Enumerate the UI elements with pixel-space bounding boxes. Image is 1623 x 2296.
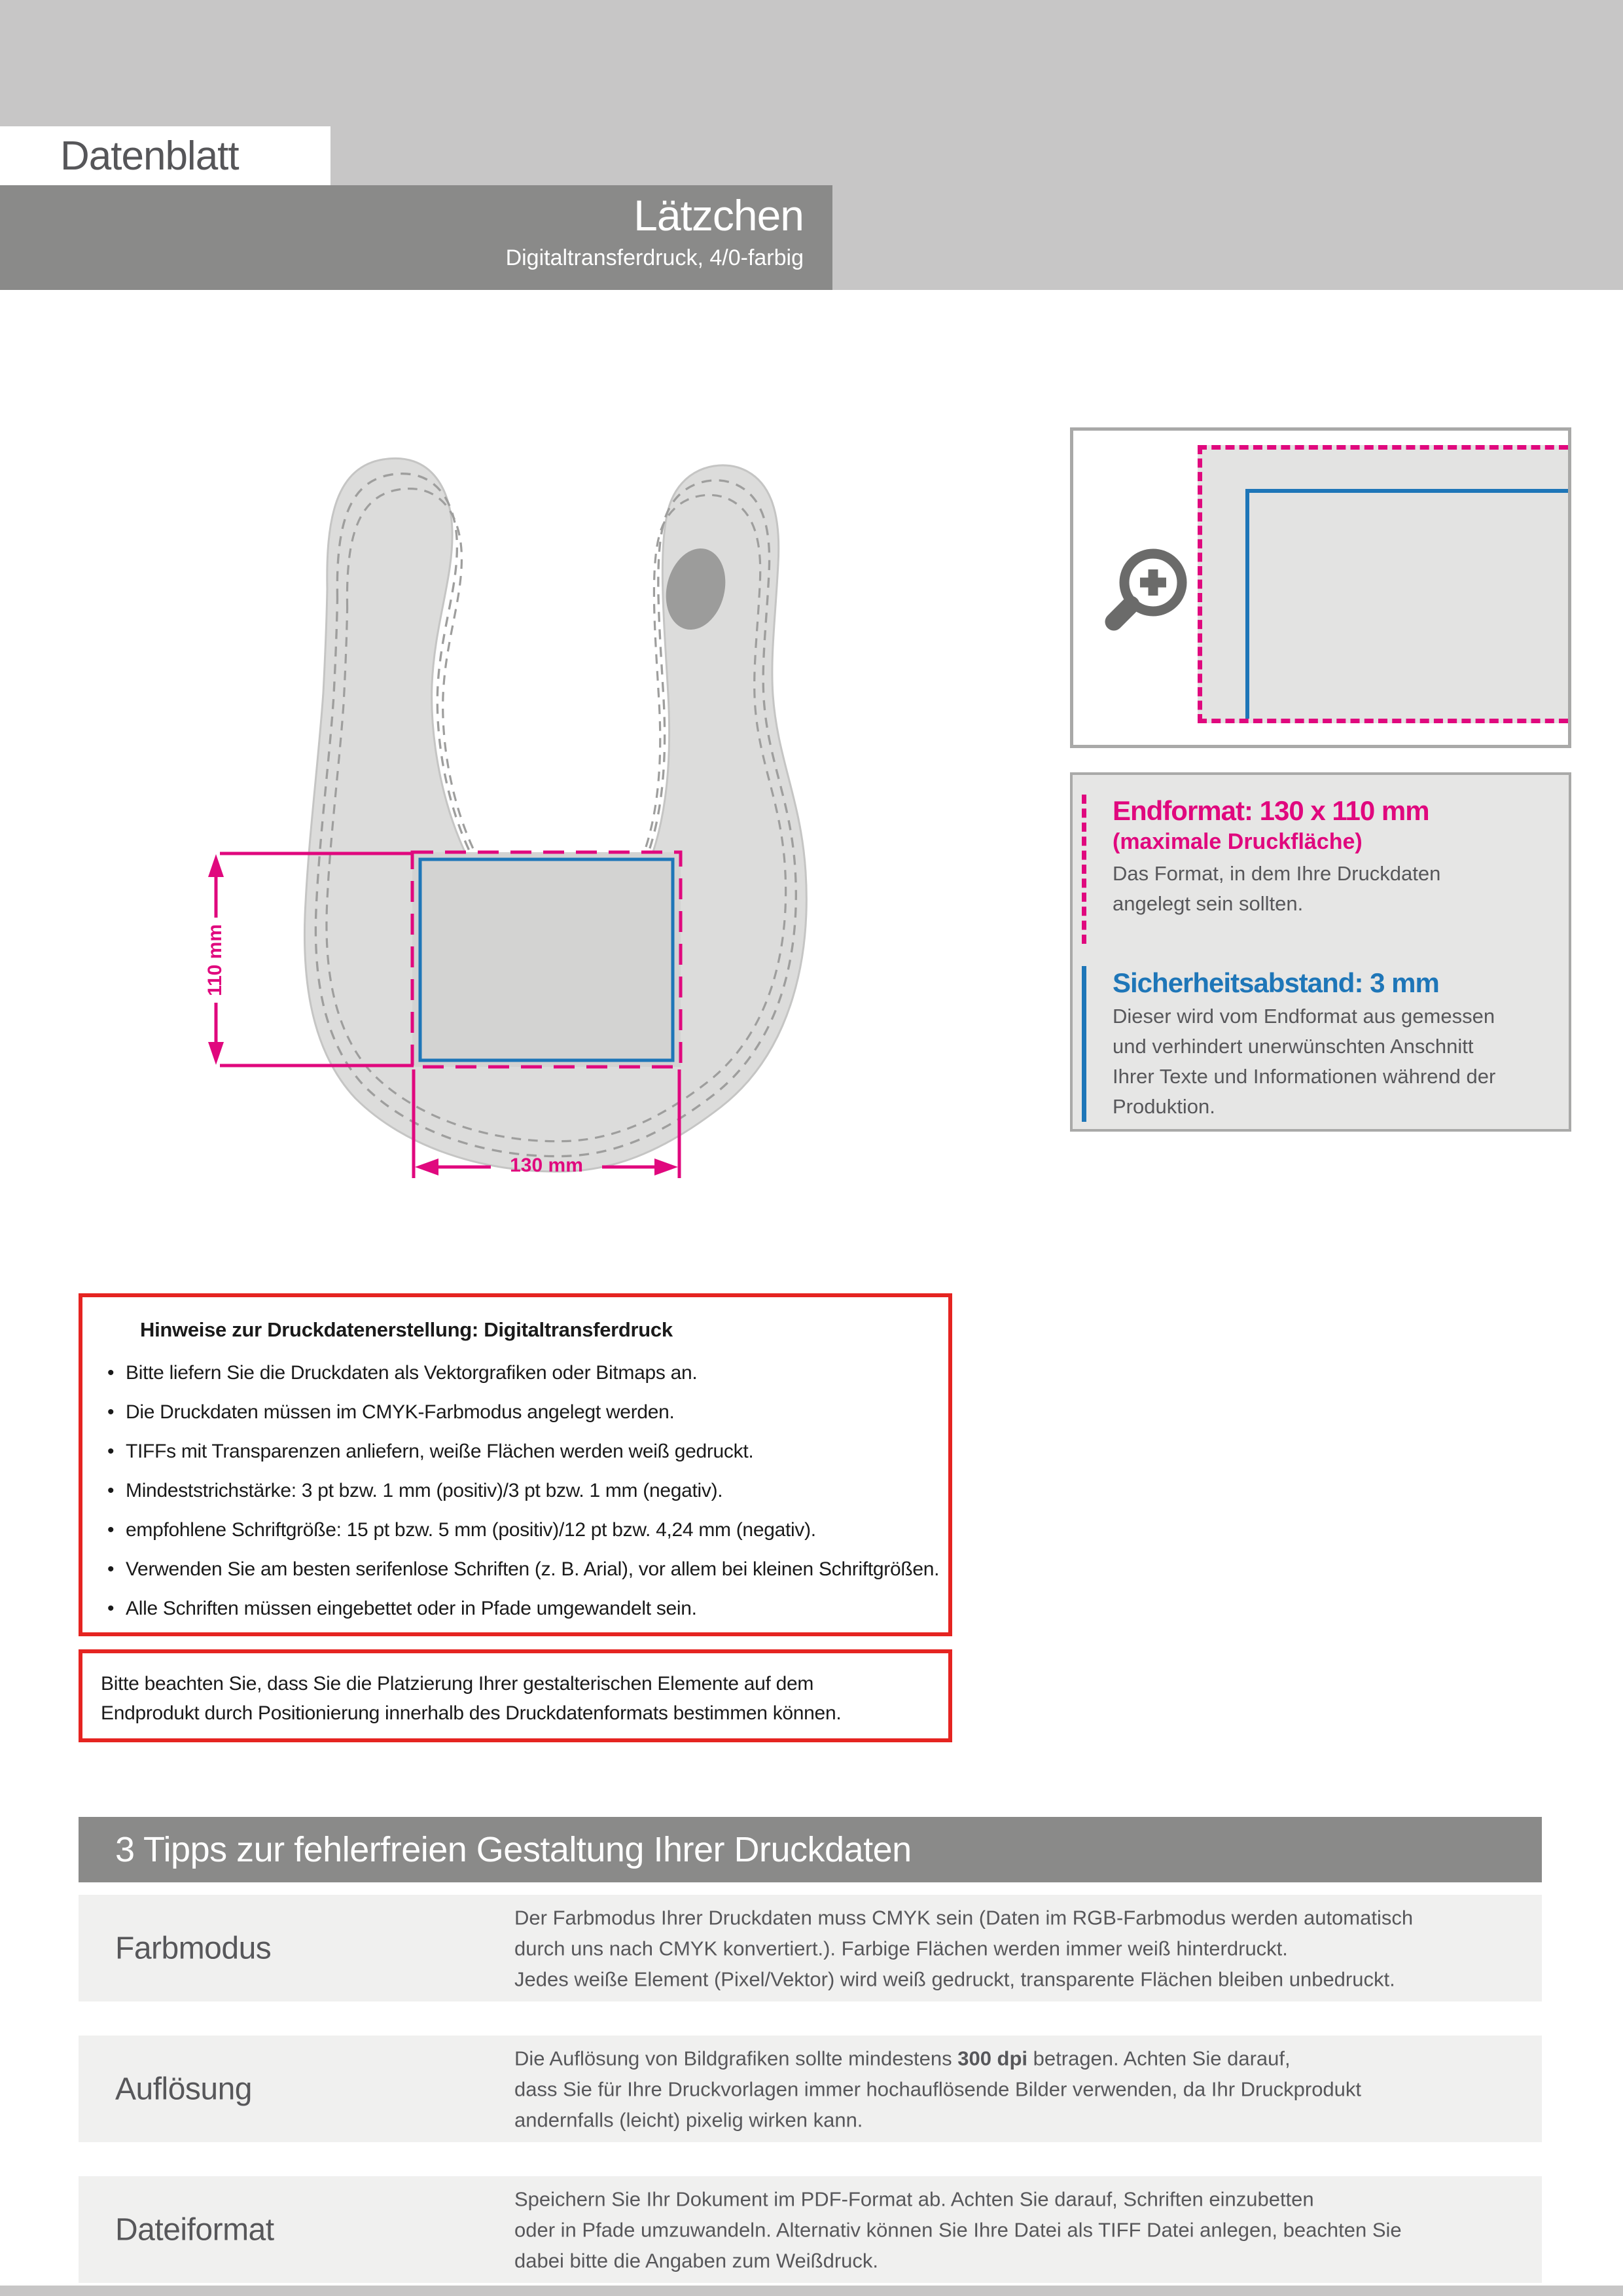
tip-description — [514, 2043, 1361, 2135]
tip-desc-line: dass Sie für Ihre Druckvorlagen immer hochauflösende Bilder verwenden, da Ihr Druckprodukt — [514, 2077, 1362, 2100]
notes-bullet: • Mindeststrichstärke: 3 pt bzw. 1 mm (positiv)/3 pt bzw. 1 mm (negativ). — [102, 1471, 948, 1511]
product-title-band — [0, 185, 832, 290]
tip-label: Auflösung — [115, 2072, 252, 2106]
tip-label: Dateiformat — [115, 2212, 274, 2247]
tip-desc-line: dabei bitte die Angaben zum Weißdruck. — [514, 2249, 879, 2272]
product-subtitle: Digitaltransferdruck, 4/0-farbig — [505, 245, 804, 270]
endformat-marker-line — [1082, 795, 1086, 944]
tip-row-dateiformat — [79, 2176, 1542, 2283]
safety-texts — [1113, 966, 1495, 1122]
magnifier-icon — [1093, 535, 1204, 647]
tip-label: Farbmodus — [115, 1931, 272, 1965]
zoom-print-area — [1198, 445, 1568, 723]
endformat-title: Endformat: 130 x 110 mm — [1113, 795, 1429, 826]
bib-illustration — [92, 419, 982, 1211]
notes-title: Hinweise zur Druckdatenerstellung: Digitaltransferdruck — [140, 1318, 673, 1341]
sheet-type-label: Datenblatt — [0, 126, 330, 186]
endformat-line: Das Format, in dem Ihre Druckdaten — [1113, 862, 1441, 885]
placement-note-line: Endprodukt durch Positionierung innerhalb des Druckdatenformats bestimmen können. — [101, 1702, 842, 1724]
dimension-label-height: 110 mm — [204, 924, 226, 997]
safety-line: Ihrer Texte und Informationen während der — [1113, 1065, 1496, 1088]
tip-row-farbmodus — [79, 1895, 1542, 2001]
arrow-down — [208, 1042, 224, 1065]
safety-marker-line — [1082, 966, 1086, 1122]
tips-band-title: 3 Tipps zur fehlerfreien Gestaltung Ihrer Druckdaten — [115, 1830, 912, 1869]
tip-description — [514, 1902, 1413, 1994]
arrow-up — [208, 854, 224, 877]
placement-note-line: Bitte beachten Sie, dass Sie die Platzierung Ihrer gestalterischen Elemente auf dem — [101, 1673, 814, 1695]
notes-bullet: • Alle Schriften müssen eingebettet oder in Pfade umgewandelt sein. — [102, 1589, 948, 1628]
notes-bullet: • TIFFs mit Transparenzen anliefern, weiße Flächen werden weiß gedruckt. — [102, 1432, 948, 1471]
notes-bullet: • Bitte liefern Sie die Druckdaten als Vektorgrafiken oder Bitmaps an. — [102, 1354, 948, 1393]
endformat-subtitle: (maximale Druckfläche) — [1113, 829, 1363, 854]
tip-description — [514, 2183, 1402, 2276]
arrow-right — [654, 1158, 678, 1175]
print-area-rect — [412, 852, 681, 1067]
safety-line: und verhindert unerwünschten Anschnitt — [1113, 1035, 1474, 1058]
endformat-line: angelegt sein sollten. — [1113, 892, 1304, 915]
arrow-left — [415, 1158, 438, 1175]
tip-desc-segment: Die Auflösung von Bildgrafiken sollte mindestens — [514, 2047, 958, 2070]
safety-title: Sicherheitsabstand: 3 mm — [1113, 967, 1439, 998]
safety-line: Dieser wird vom Endformat aus gemessen — [1113, 1005, 1495, 1028]
tip-desc-line: andernfalls (leicht) pixelig wirken kann. — [514, 2108, 863, 2131]
notes-bullet: • Die Druckdaten müssen im CMYK-Farbmodus angelegt werden. — [102, 1393, 948, 1432]
tips-band — [79, 1817, 1542, 1882]
tip-row-aufloesung — [79, 2036, 1542, 2142]
tip-desc-line: Speichern Sie Ihr Dokument im PDF-Format ab. Achten Sie darauf, Schriften einzubetten — [514, 2187, 1314, 2210]
zoom-detail-box — [1070, 427, 1571, 748]
tip-desc-line: Der Farbmodus Ihrer Druckdaten muss CMYK sein (Daten im RGB-Farbmodus werden automatisch — [514, 1906, 1414, 1929]
product-title: Lätzchen — [633, 191, 804, 240]
format-info-panel — [1070, 772, 1571, 1132]
tip-desc-segment: betragen. Achten Sie darauf, — [1027, 2047, 1291, 2070]
tip-desc-line: Jedes weiße Element (Pixel/Vektor) wird weiß gedruckt, transparente Flächen bleiben unbedruckt. — [514, 1967, 1395, 1990]
safety-block — [1082, 966, 1495, 1122]
footer-band — [0, 2286, 1623, 2296]
endformat-texts — [1113, 795, 1440, 944]
notes-bullet: • empfohlene Schriftgröße: 15 pt bzw. 5 mm (positiv)/12 pt bzw. 4,24 mm (negativ). — [102, 1511, 948, 1550]
placement-note-box — [79, 1649, 952, 1742]
print-data-notes-box — [79, 1293, 952, 1636]
tip-desc-line: durch uns nach CMYK konvertiert.). Farbige Flächen werden immer weiß hinterdruckt. — [514, 1937, 1288, 1960]
tip-desc-line: oder in Pfade umzuwandeln. Alternativ können Sie Ihre Datei als TIFF Datei anlegen, beachten Sie — [514, 2218, 1402, 2241]
notes-bullet: • Verwenden Sie am besten serifenlose Schriften (z. B. Arial), vor allem bei kleinen Schriftgrößen. — [102, 1550, 948, 1589]
tip-desc-bold: 300 dpi — [957, 2047, 1028, 2070]
dimension-label-width: 130 mm — [510, 1155, 583, 1176]
endformat-block — [1082, 795, 1440, 944]
zoom-safety-corner — [1245, 489, 1568, 719]
safety-line: Produktion. — [1113, 1095, 1215, 1118]
tip-desc-line — [514, 2043, 1361, 2073]
